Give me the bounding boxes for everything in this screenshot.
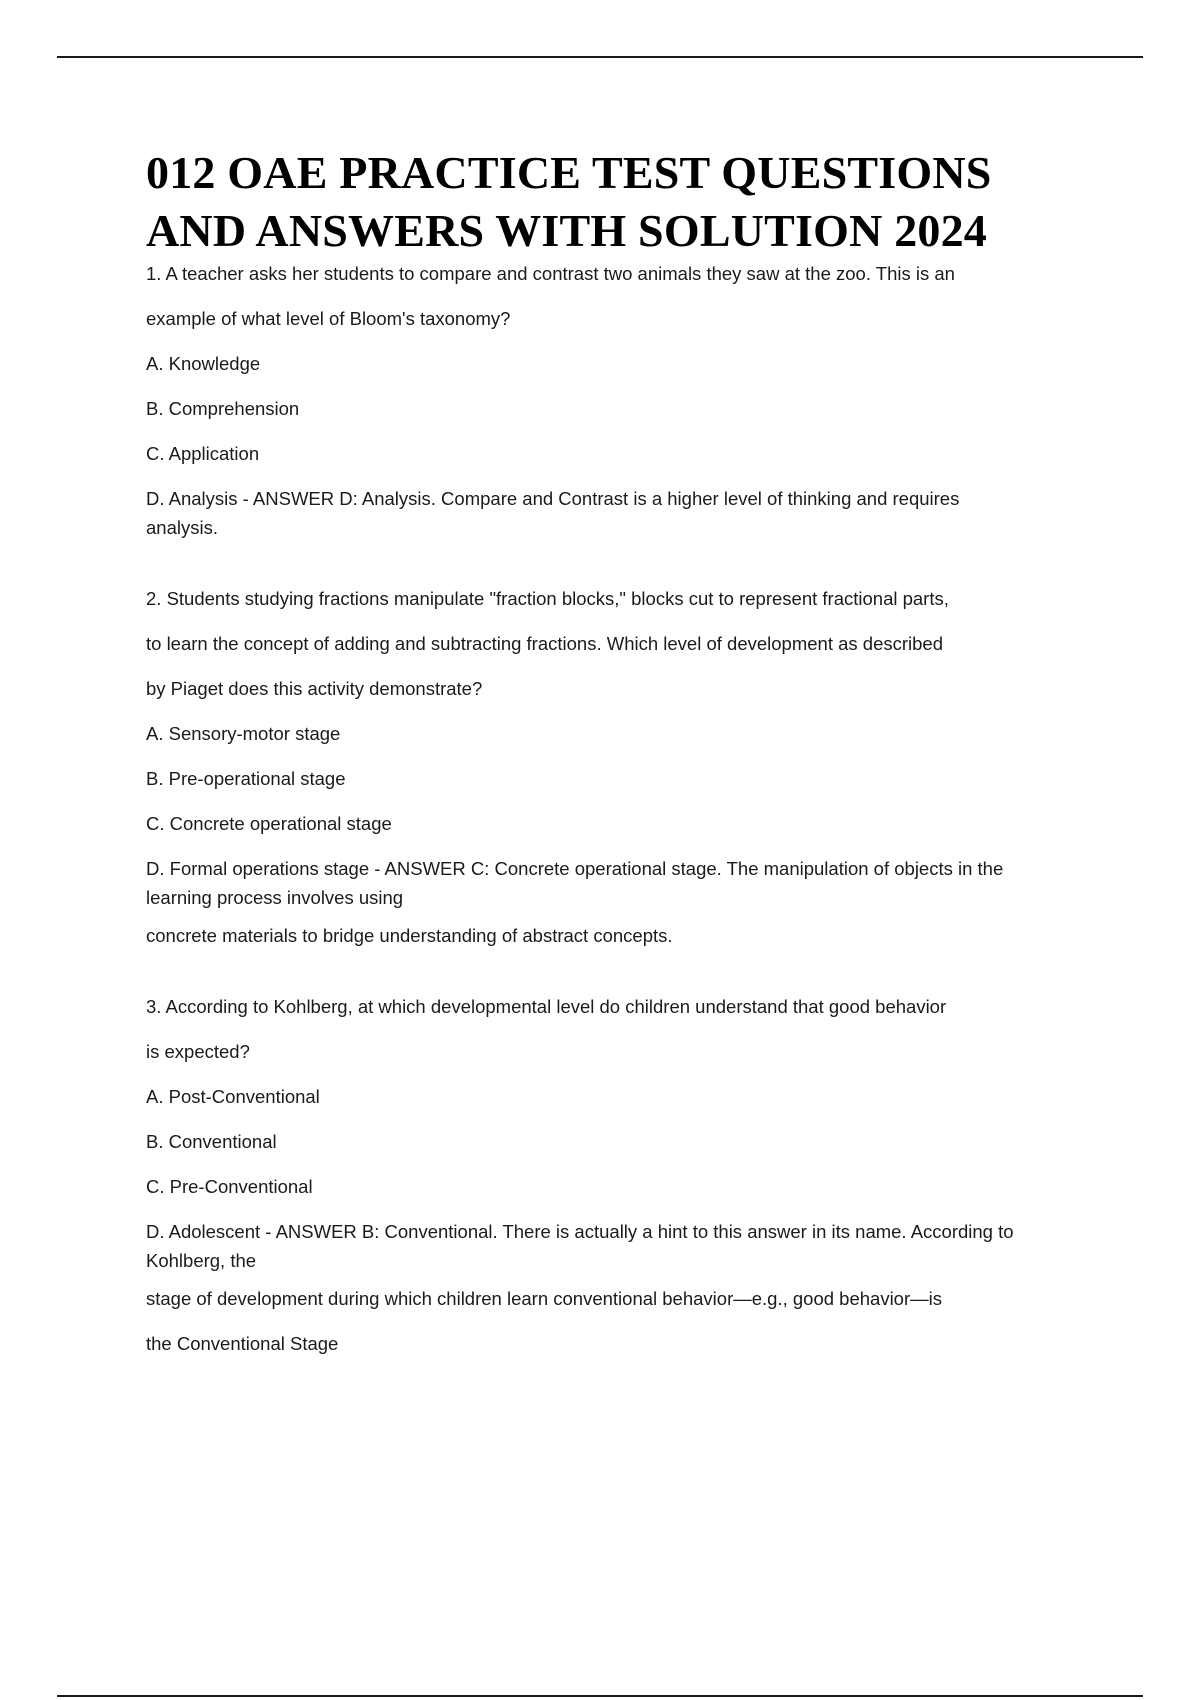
- question-3-stem-line-1: 3. According to Kohlberg, at which developmental level do children understand that good behavior: [146, 996, 947, 1017]
- bottom-rule: [57, 1695, 1143, 1697]
- question-1-answer-line-1: D. Analysis - ANSWER D: Analysis. Compare and Contrast is a higher level of thinking and requires: [146, 488, 960, 509]
- question-3-option-a: A. Post-Conventional: [146, 1086, 320, 1107]
- question-2-option-b: B. Pre-operational stage: [146, 768, 346, 789]
- question-3-stem-line-2: is expected?: [146, 1041, 250, 1062]
- question-3-answer-line-4: the Conventional Stage: [146, 1333, 339, 1354]
- top-rule: [57, 56, 1143, 58]
- question-2-option-c: C. Concrete operational stage: [146, 813, 392, 834]
- document-title: [146, 144, 1096, 260]
- document-body: [146, 144, 1096, 1356]
- question-1-stem-line-1: 1. A teacher asks her students to compare and contrast two animals they saw at the zoo. This is an: [146, 263, 955, 284]
- question-2-answer-line-2: learning process involves using: [146, 887, 404, 908]
- question-3: [146, 995, 1096, 1356]
- question-2: [146, 587, 1096, 948]
- question-2-answer-line-3: concrete materials to bridge understanding of abstract concepts.: [146, 925, 673, 946]
- title-line-1: 012 OAE PRACTICE TEST QUESTIONS: [146, 147, 992, 198]
- question-2-answer-line-1: D. Formal operations stage - ANSWER C: Concrete operational stage. The manipulation of objects in the: [146, 858, 1004, 879]
- question-2-stem-line-3: by Piaget does this activity demonstrate?: [146, 678, 483, 699]
- question-2-stem-line-2: to learn the concept of adding and subtracting fractions. Which level of development as described: [146, 633, 943, 654]
- question-3-answer-line-3: stage of development during which children learn conventional behavior—e.g., good behavior—is: [146, 1288, 942, 1309]
- question-3-option-b: B. Conventional: [146, 1131, 277, 1152]
- question-2-option-a: A. Sensory-motor stage: [146, 723, 341, 744]
- question-1-option-a: A. Knowledge: [146, 353, 261, 374]
- question-3-answer-line-1: D. Adolescent - ANSWER B: Conventional. There is actually a hint to this answer in its name. According to: [146, 1221, 1014, 1242]
- question-3-answer-line-2: Kohlberg, the: [146, 1250, 257, 1271]
- title-line-2: AND ANSWERS WITH SOLUTION 2024: [146, 205, 988, 256]
- question-2-stem-line-1: 2. Students studying fractions manipulate "fraction blocks," blocks cut to represent fractional parts,: [146, 588, 949, 609]
- question-1: [146, 262, 1096, 540]
- question-1-option-c: C. Application: [146, 443, 260, 464]
- question-1-answer-line-2: analysis.: [146, 517, 218, 538]
- question-3-option-c: C. Pre-Conventional: [146, 1176, 313, 1197]
- question-1-option-b: B. Comprehension: [146, 398, 300, 419]
- question-1-stem-line-2: example of what level of Bloom's taxonomy?: [146, 308, 511, 329]
